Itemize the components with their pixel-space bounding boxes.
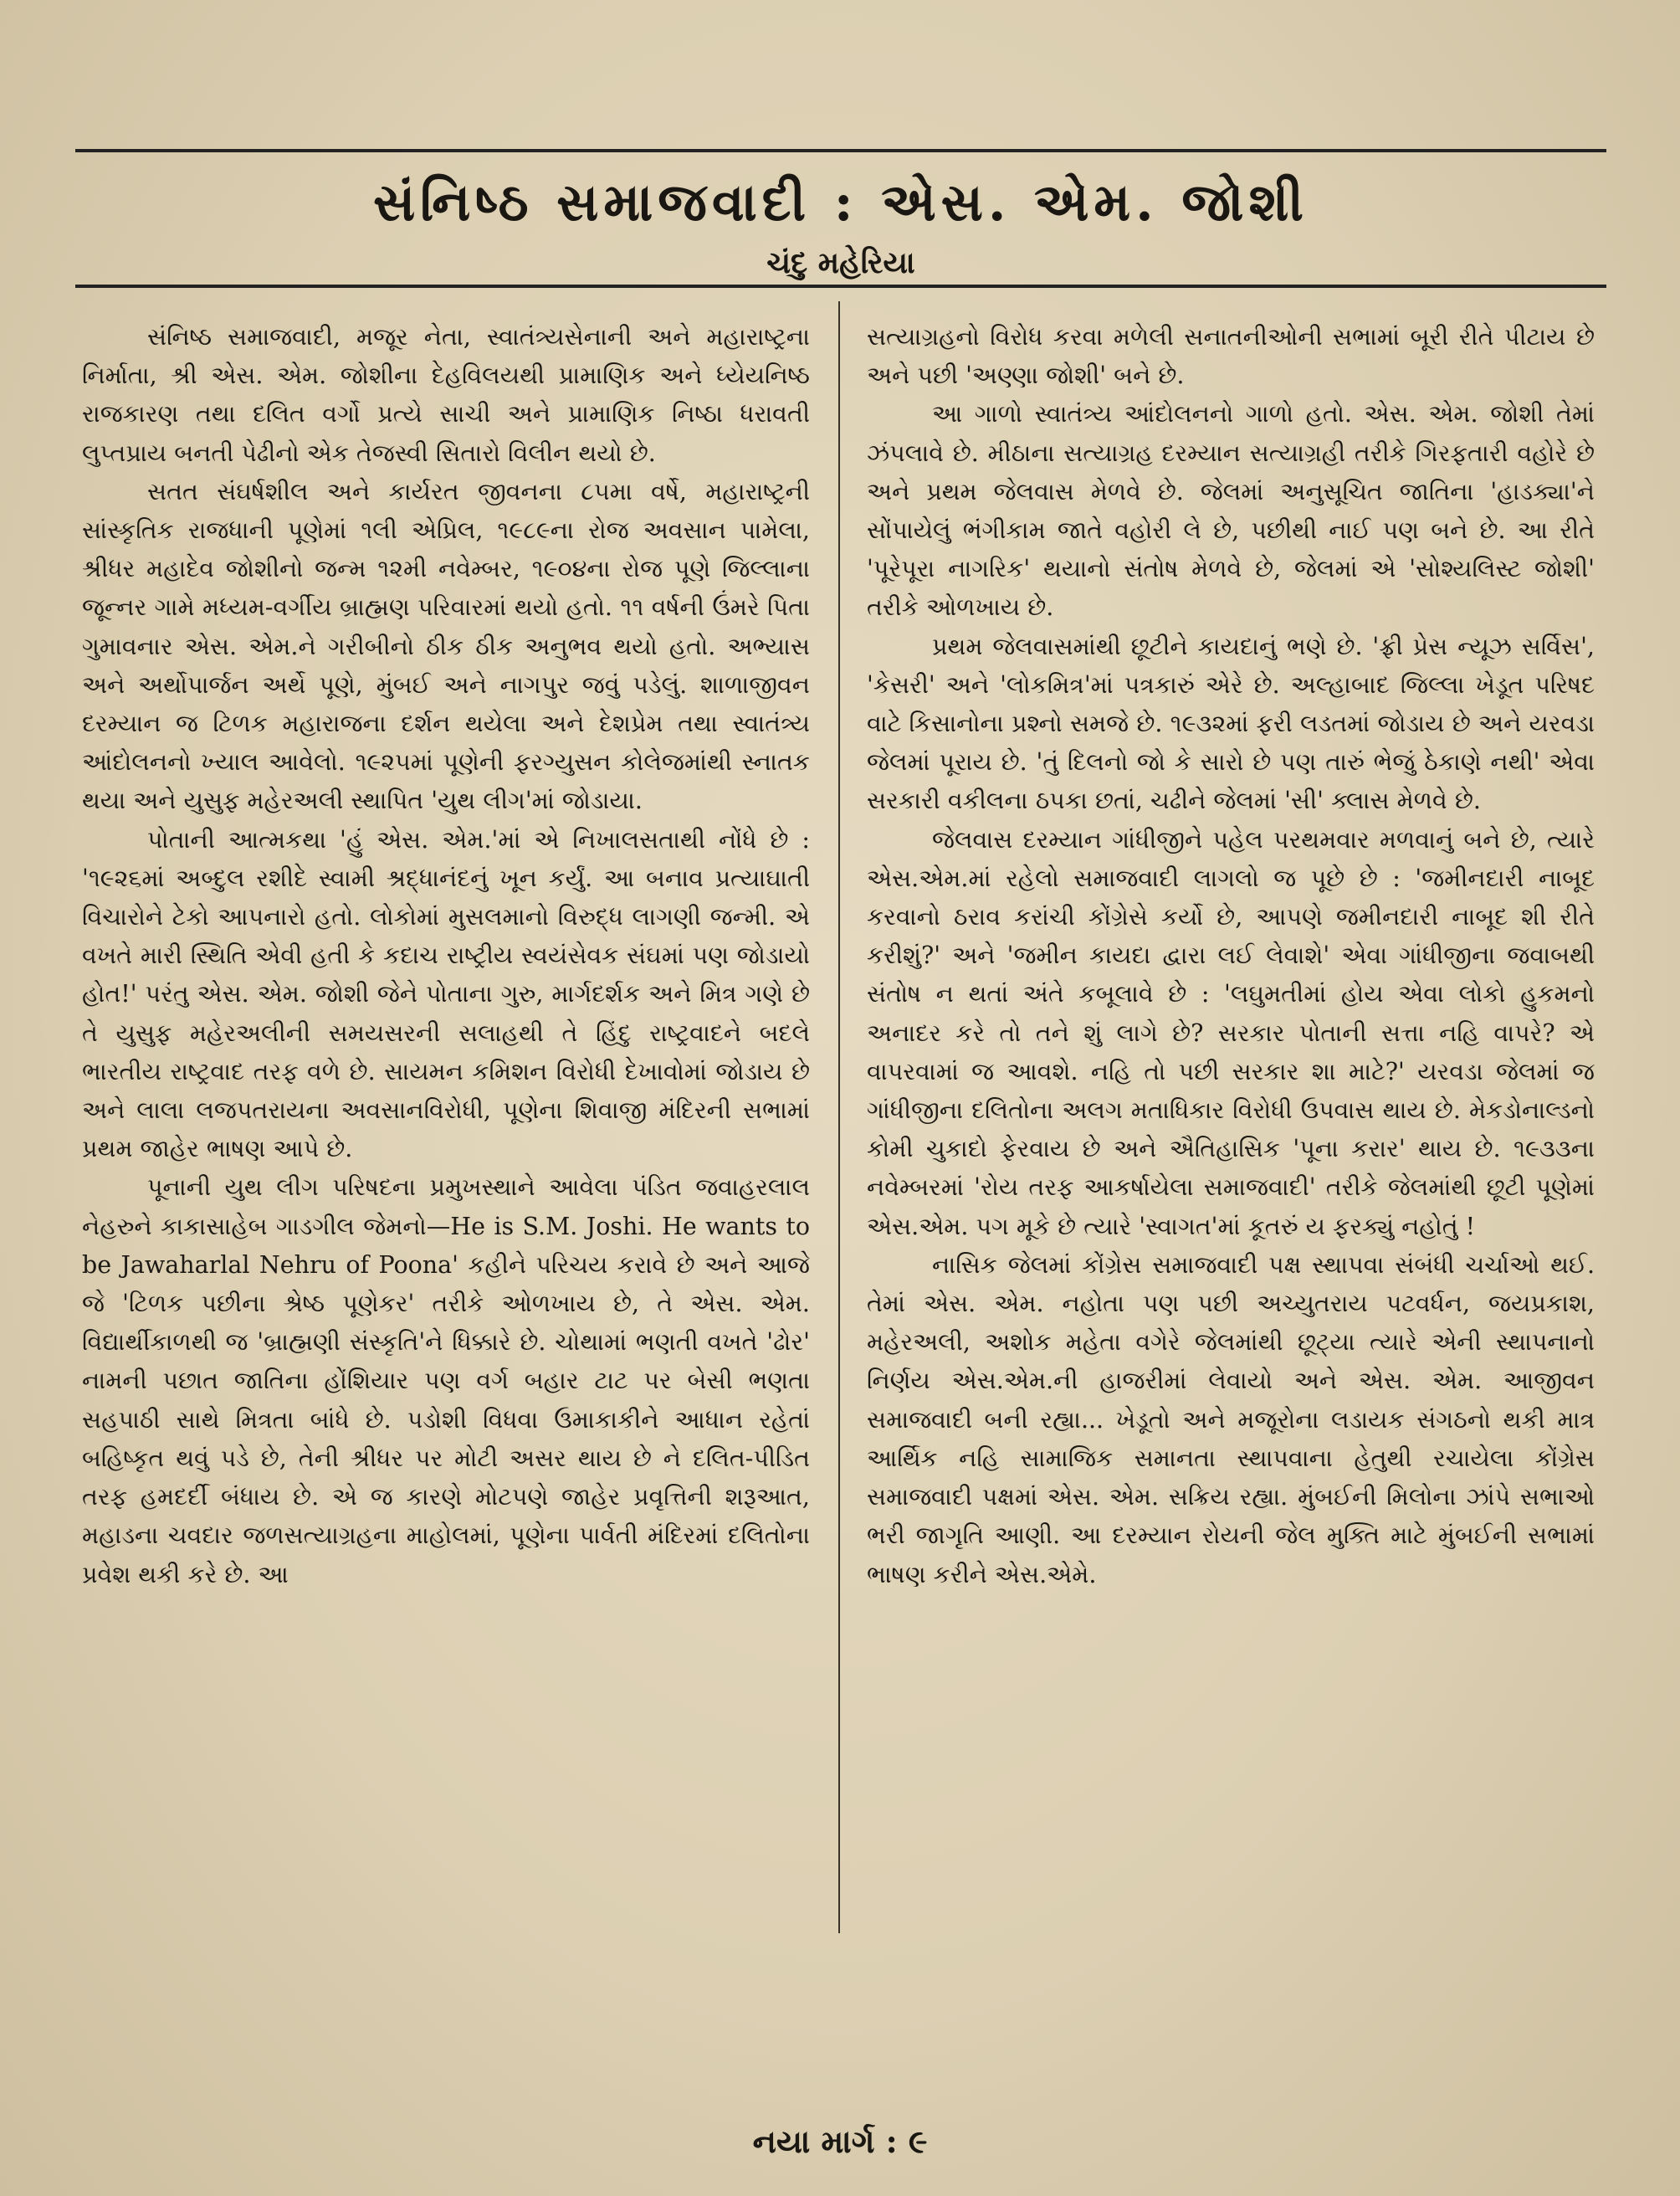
article-author: ચંદુ મહેરિયા bbox=[766, 245, 915, 280]
article-title: સંનિષ્ઠ સમાજવાદી : એસ. એમ. જોશી bbox=[372, 172, 1309, 233]
paragraph: સત્યાગ્રહનો વિરોધ કરવા મળેલી સનાતનીઓની સભામાં બૂરી રીતે પીટાય છે અને પછી 'અણ્ણા જોશી' બને છે. bbox=[867, 323, 1595, 390]
page-footer: નયા માર્ગ : ૯ bbox=[752, 2122, 928, 2160]
header-rule bbox=[75, 285, 1606, 288]
right-column bbox=[867, 318, 1595, 1594]
paragraph: પ્રથમ જેલવાસમાંથી છૂટીને કાયદાનું ભણે છે. 'ફ્રી પ્રેસ ન્યૂઝ સર્વિસ', 'કેસરી' અને 'લોકમિત્ર'માં પત્રકારું એરે છે. અલ્હાબાદ જિલ્લા ખેડૂત પરિષદ વાટે કિસાનોના પ્રશ્નો સમજે છે. ૧૯૩૨માં ફરી લડતમાં જોડાય છે અને યરવડા જેલમાં પૂરાય છે. 'તું દિલનો જો કે સારો છે પણ તારું ભેજું ઠેકાણે નથી' એવા સરકારી વકીલના ઠપકા છતાં, ચઢીને જેલમાં 'સી' ક્લાસ મેળવે છે. bbox=[867, 632, 1595, 815]
paragraph: પોતાની આત્મકથા 'હું એસ. એમ.'માં એ નિખાલસતાથી નોંધે છે : '૧૯૨૬માં અબ્દુલ રશીદે સ્વામી શ્રદ્ધાનંદનું ખૂન કર્યું. આ બનાવ પ્રત્યાઘાતી વિચારોને ટેકો આપનારો હતો. લોકોમાં મુસલમાનો વિરુદ્ધ લાગણી જન્મી. એ વખતે મારી સ્થિતિ એવી હતી કે કદાચ રાષ્ટ્રીય સ્વયંસેવક સંઘમાં પણ જોડાયો હોત!' પરંતુ એસ. એમ. જોશી જેને પોતાના ગુરુ, માર્ગદર્શક અને મિત્ર ગણે છે તે યુસુફ મહેરઅલીની સમયસરની સલાહથી તે હિંદુ રાષ્ટ્રવાદને બદલે ભારતીય રાષ્ટ્રવાદ તરફ વળે છે. સાયમન કમિશન વિરોધી દેખાવોમાં જોડાય છે અને લાલા લજપતરાયના અવસાનવિરોધી, પૂણેના શિવાજી મંદિરની સભામાં પ્રથમ જાહેર ભાષણ આપે છે. bbox=[82, 825, 810, 1163]
paragraph: આ ગાળો સ્વાતંત્ર્ય આંદોલનનો ગાળો હતો. એસ. એમ. જોશી તેમાં ઝંપલાવે છે. મીઠાના સત્યાગ્રહ દરમ્યાન સત્યાગ્રહી તરીકે ગિરફતારી વહોરે છે અને પ્રથમ જેલવાસ મેળવે છે. જેલમાં અનુસૂચિત જાતિના 'હાડક્યા'ને સોંપાયેલું ભંગીકામ જાતે વહોરી લે છે, પછીથી નાઈ પણ બને છે. આ રીતે 'પૂરેપૂરા નાગરિક' થયાનો સંતોષ મેળવે છે, જેલમાં એ 'સોશ્યલિસ્ટ જોશી' તરીકે ઓળખાય છે. bbox=[867, 400, 1595, 622]
paragraph: સતત સંઘર્ષશીલ અને કાર્યરત જીવનના ૮૫મા વર્ષે, મહારાષ્ટ્રની સાંસ્કૃતિક રાજધાની પૂણેમાં ૧લી એપ્રિલ, ૧૯૮૯ના રોજ અવસાન પામેલા, શ્રીધર મહાદેવ જોશીનો જન્મ ૧૨મી નવેમ્બર, ૧૯૦૪ના રોજ પૂણે જિલ્લાના જૂન્નર ગામે મધ્યમ-વર્ગીય બ્રાહ્મણ પરિવારમાં થયો હતો. ૧૧ વર્ષની ઉંમરે પિતા ગુમાવનાર એસ. એમ.ને ગરીબીનો ઠીક ઠીક અનુભવ થયો હતો. અભ્યાસ અને અર્થોપાર્જન અર્થે પૂણે, મુંબઈ અને નાગપુર જવું પડેલું. શાળાજીવન દરમ્યાન જ ટિળક મહારાજના દર્શન થયેલા અને દેશપ્રેમ તથા સ્વાતંત્ર્ય આંદોલનનો ખ્યાલ આવેલો. ૧૯૨૫માં પૂણેની ફરગ્યુસન કોલેજમાંથી સ્નાતક થયા અને યુસુફ મહેરઅલી સ્થાપિત 'યુથ લીગ'માં જોડાયા. bbox=[82, 477, 810, 815]
left-column bbox=[82, 318, 810, 1594]
column-divider bbox=[838, 301, 840, 1933]
paragraph: જેલવાસ દરમ્યાન ગાંધીજીને પહેલ પરથમવાર મળવાનું બને છે, ત્યારે એસ.એમ.માં રહેલો સમાજવાદી લાગલો જ પૂછે છે : 'જમીનદારી નાબૂદ કરવાનો ઠરાવ કરાંચી કોંગ્રેસે કર્યો છે, આપણે જમીનદારી નાબૂદ શી રીતે કરીશું?' અને 'જમીન કાયદા દ્વારા લઈ લેવાશે' એવા ગાંધીજીના જવાબથી સંતોષ ન થતાં અંતે કબૂલાવે છે : 'લઘુમતીમાં હોય એવા લોકો હુકમનો અનાદર કરે તો તને શું લાગે છે? સરકાર પોતાની સત્તા નહિ વાપરે? એ વાપરવામાં જ આવશે. નહિ તો પછી સરકાર શા માટે?' યરવડા જેલમાં જ ગાંધીજીના દલિતોના અલગ મતાધિકાર વિરોધી ઉપવાસ થાય છે. મેકડોનાલ્ડનો કોમી ચુકાદો ફેરવાય છે અને ઐતિહાસિક 'પૂના કરાર' થાય છે. ૧૯૩૩ના નવેમ્બરમાં 'રોય તરફ આકર્ષાયેલા સમાજવાદી' તરીકે જેલમાંથી છૂટી પૂણેમાં એસ.એમ. પગ મૂકે છે ત્યારે 'સ્વાગત'માં કૂતરું ય ફરક્યું નહોતું ! bbox=[867, 825, 1595, 1240]
paragraph: સંનિષ્ઠ સમાજવાદી, મજૂર નેતા, સ્વાતંત્ર્યસેનાની અને મહારાષ્ટ્રના નિર્માતા, શ્રી એસ. એમ. જોશીના દેહવિલયથી પ્રામાણિક અને ધ્યેયનિષ્ઠ રાજકારણ તથા દલિત વર્ગો પ્રત્યે સાચી અને પ્રામાણિક નિષ્ઠા ધરાવતી લુપ્તપ્રાય બનતી પેઢીનો એક તેજસ્વી સિતારો વિલીન થયો છે. bbox=[82, 323, 810, 467]
paragraph: પૂનાની યુથ લીગ પરિષદના પ્રમુખસ્થાને આવેલા પંડિત જવાહરલાલ નેહરુને કાકાસાહેબ ગાડગીલ જેમનો—He is S.M. Joshi. He wants to be Jawaharlal Nehru of Poona' કહીને પરિચય કરાવે છે અને આજે જે 'ટિળક પછીના શ્રેષ્ઠ પૂણેકર' તરીકે ઓળખાય છે, તે એસ. એમ. વિદ્યાર્થીકાળથી જ 'બ્રાહ્મણી સંસ્કૃતિ'ને ધિક્કારે છે. ચોથામાં ભણતી વખતે 'ઢોર' નામની પછાત જાતિના હોંશિયાર પણ વર્ગ બહાર ટાટ પર બેસી ભણતા સહપાઠી સાથે મિત્રતા બાંધે છે. પડોશી વિધવા ઉમાકાકીને આધાન રહેતાં બહિષ્કૃત થવું પડે છે, તેની શ્રીધર પર મોટી અસર થાય છે ને દલિત-પીડિત તરફ હમદર્દી બંધાય છે. એ જ કારણે મોટપણે જાહેર પ્રવૃત્તિની શરૂઆત, મહાડના ચવદાર જળસત્યાગ્રહના માહોલમાં, પૂણેના પાર્વતી મંદિરમાં દલિતોના પ્રવેશ થકી કરે છે. આ bbox=[82, 1173, 810, 1588]
paragraph: નાસિક જેલમાં કોંગ્રેસ સમાજવાદી પક્ષ સ્થાપવા સંબંધી ચર્ચાઓ થઈ. તેમાં એસ. એમ. નહોતા પણ પછી અચ્યુતરાય પટવર્ધન, જયપ્રકાશ, મહેરઅલી, અશોક મહેતા વગેરે જેલમાંથી છૂટ્યા ત્યારે એની સ્થાપનાનો નિર્ણય એસ.એમ.ની હાજરીમાં લેવાયો અને એસ. એમ. આજીવન સમાજવાદી બની રહ્યા... ખેડૂતો અને મજૂરોના લડાયક સંગઠનો થકી માત્ર આર્થિક નહિ સામાજિક સમાનતા સ્થાપવાના હેતુથી રચાયેલા કોંગ્રેસ સમાજવાદી પક્ષમાં એસ. એમ. સક્રિય રહ્યા. મુંબઈની મિલોના ઝાંપે સભાઓ ભરી જાગૃતિ આણી. આ દરમ્યાન રોયની જેલ મુક્તિ માટે મુંબઈની સભામાં ભાષણ કરીને એસ.એમે. bbox=[867, 1250, 1595, 1588]
top-rule bbox=[75, 149, 1606, 152]
